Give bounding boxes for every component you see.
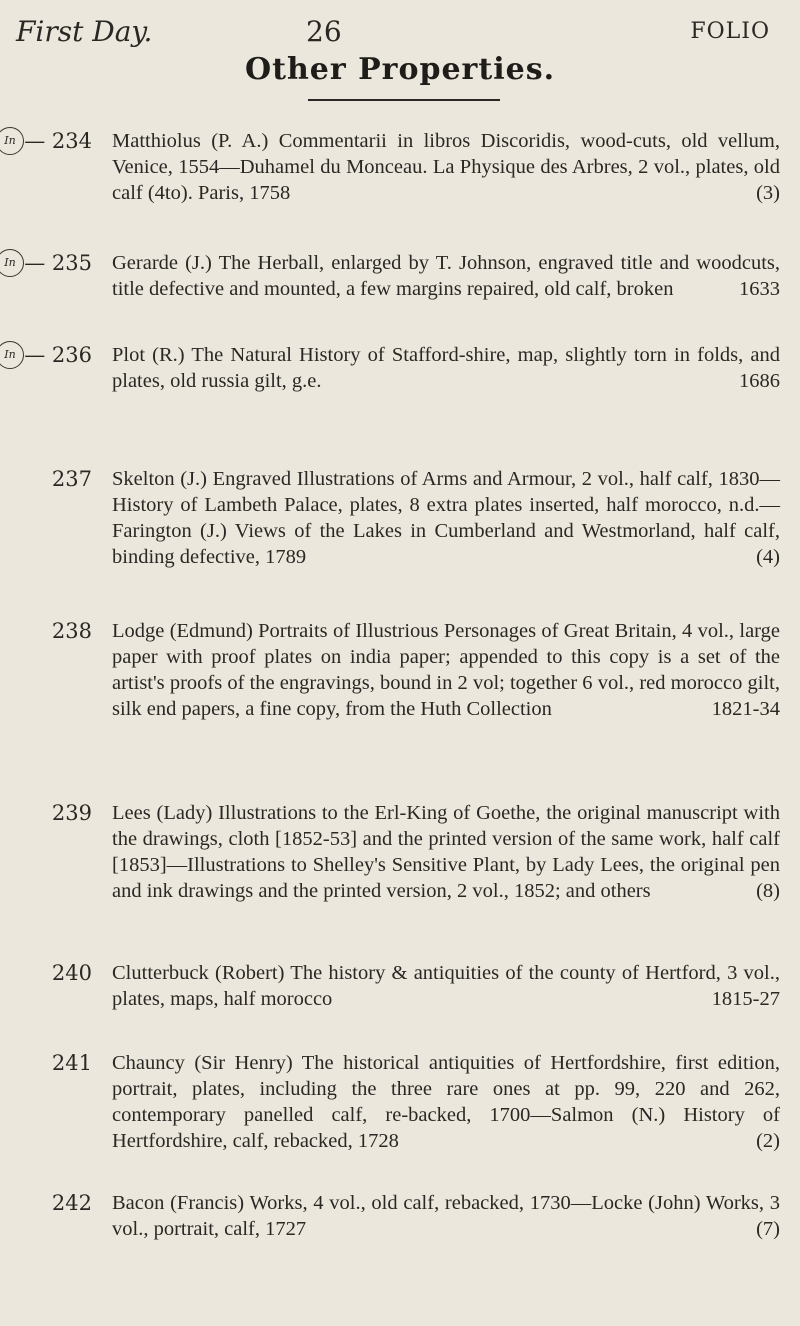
lot-description-text: Chauncy (Sir Henry) The historical antiquities of Hertfordshire, first edition, portrait, plates, including the three rare ones at pp. 99, 220 and 262, contemporary panelled calf, re-backed, 1700—Salmon (N.) History of Hertfordshire, calf, rebacked, 1728 xyxy=(112,1052,780,1152)
lot-number-text: 239 xyxy=(51,801,92,825)
lot-mark: In xyxy=(0,249,24,277)
lot-suffix: (3) xyxy=(756,182,780,204)
lot-description-text: Gerarde (J.) The Herball, enlarged by T. Johnson, engraved title and woodcuts, title defective and mounted, a few margins repaired, old calf, broken xyxy=(112,252,780,300)
lot-number-text: 238 xyxy=(51,619,92,643)
section-title: Other Properties. xyxy=(244,52,556,87)
lot-description xyxy=(112,800,780,904)
lot-number xyxy=(0,1050,92,1076)
lot-number-text: 240 xyxy=(51,961,92,985)
lot-suffix: (7) xyxy=(756,1218,780,1240)
lot-number-text: — 234 xyxy=(24,129,92,153)
page-number: 26 xyxy=(306,15,342,48)
lot-description-text: Matthiolus (P. A.) Commentarii in libros Discoridis, wood-cuts, old vellum, Venice, 1554—Duhamel du Monceau. La Physique des Arbres, 2 vol., plates, old calf (4to). Paris, 1758 xyxy=(112,130,780,204)
lot-suffix: 1821-34 xyxy=(711,698,780,720)
lot-description xyxy=(112,250,780,302)
lot-number-text: 237 xyxy=(51,467,92,491)
lot-suffix: 1633 xyxy=(739,278,780,300)
lot-description xyxy=(112,960,780,1012)
lot-description-text: Lees (Lady) Illustrations to the Erl-King of Goethe, the original manuscript with the drawings, cloth [1852-53] and the printed version of the same work, half calf [1853]—Illustrations to Shelley's Sensitive Plant, by Lady Lees, the original pen and ink drawings and the printed version, 2 vol., 1852; and others xyxy=(112,802,780,902)
lot-number xyxy=(0,618,92,644)
lot-number xyxy=(0,960,92,986)
lot-mark: In xyxy=(0,127,24,155)
lot-suffix: (2) xyxy=(756,1130,780,1152)
lot-description xyxy=(112,342,780,394)
lot-suffix: (4) xyxy=(756,546,780,568)
lot-number xyxy=(0,1190,92,1216)
lot-number xyxy=(0,466,92,492)
lot-description xyxy=(112,1190,780,1242)
lot-description-text: Bacon (Francis) Works, 4 vol., old calf, rebacked, 1730—Locke (John) Works, 3 vol., portrait, calf, 1727 xyxy=(112,1192,780,1240)
lot-description-text: Clutterbuck (Robert) The history & antiquities of the county of Hertford, 3 vol., plates, maps, half morocco xyxy=(112,962,780,1010)
lot-description-text: Skelton (J.) Engraved Illustrations of Arms and Armour, 2 vol., half calf, 1830—History of Lambeth Palace, plates, 8 extra plates inserted, half morocco, n.d.—Farington (J.) Views of the Lakes in Cumberland and Westmorland, half calf, binding defective, 1789 xyxy=(112,468,780,568)
lot-description-text: Plot (R.) The Natural History of Stafford-shire, map, slightly torn in folds, and plates, old russia gilt, g.e. xyxy=(112,344,780,392)
lot-description xyxy=(112,618,780,722)
lot-description xyxy=(112,128,780,206)
lot-number xyxy=(0,250,92,276)
format-label: FOLIO xyxy=(690,19,770,44)
lot-number-text: 242 xyxy=(51,1191,92,1215)
lot-number-text: — 236 xyxy=(24,343,92,367)
title-rule xyxy=(308,99,500,101)
lot-number-text: — 235 xyxy=(24,251,92,275)
lot-suffix: 1686 xyxy=(739,370,780,392)
lot-description xyxy=(112,466,780,570)
lot-number xyxy=(0,342,92,368)
lot-description-text: Lodge (Edmund) Portraits of Illustrious Personages of Great Britain, 4 vol., large paper with proof plates on india paper; appended to this copy is a set of the artist's proofs of the engravings, bound in 2 vol; together 6 vol., red morocco gilt, silk end papers, a fine copy, from the Huth Collection xyxy=(112,620,780,720)
lot-description xyxy=(112,1050,780,1154)
running-head xyxy=(16,12,770,52)
day-label: First Day. xyxy=(16,15,153,48)
lot-suffix: 1815-27 xyxy=(711,988,780,1010)
lot-suffix: (8) xyxy=(756,880,780,902)
lot-number xyxy=(0,800,92,826)
lot-number xyxy=(0,128,92,154)
lot-number-text: 241 xyxy=(51,1051,92,1075)
lot-mark: In xyxy=(0,341,24,369)
